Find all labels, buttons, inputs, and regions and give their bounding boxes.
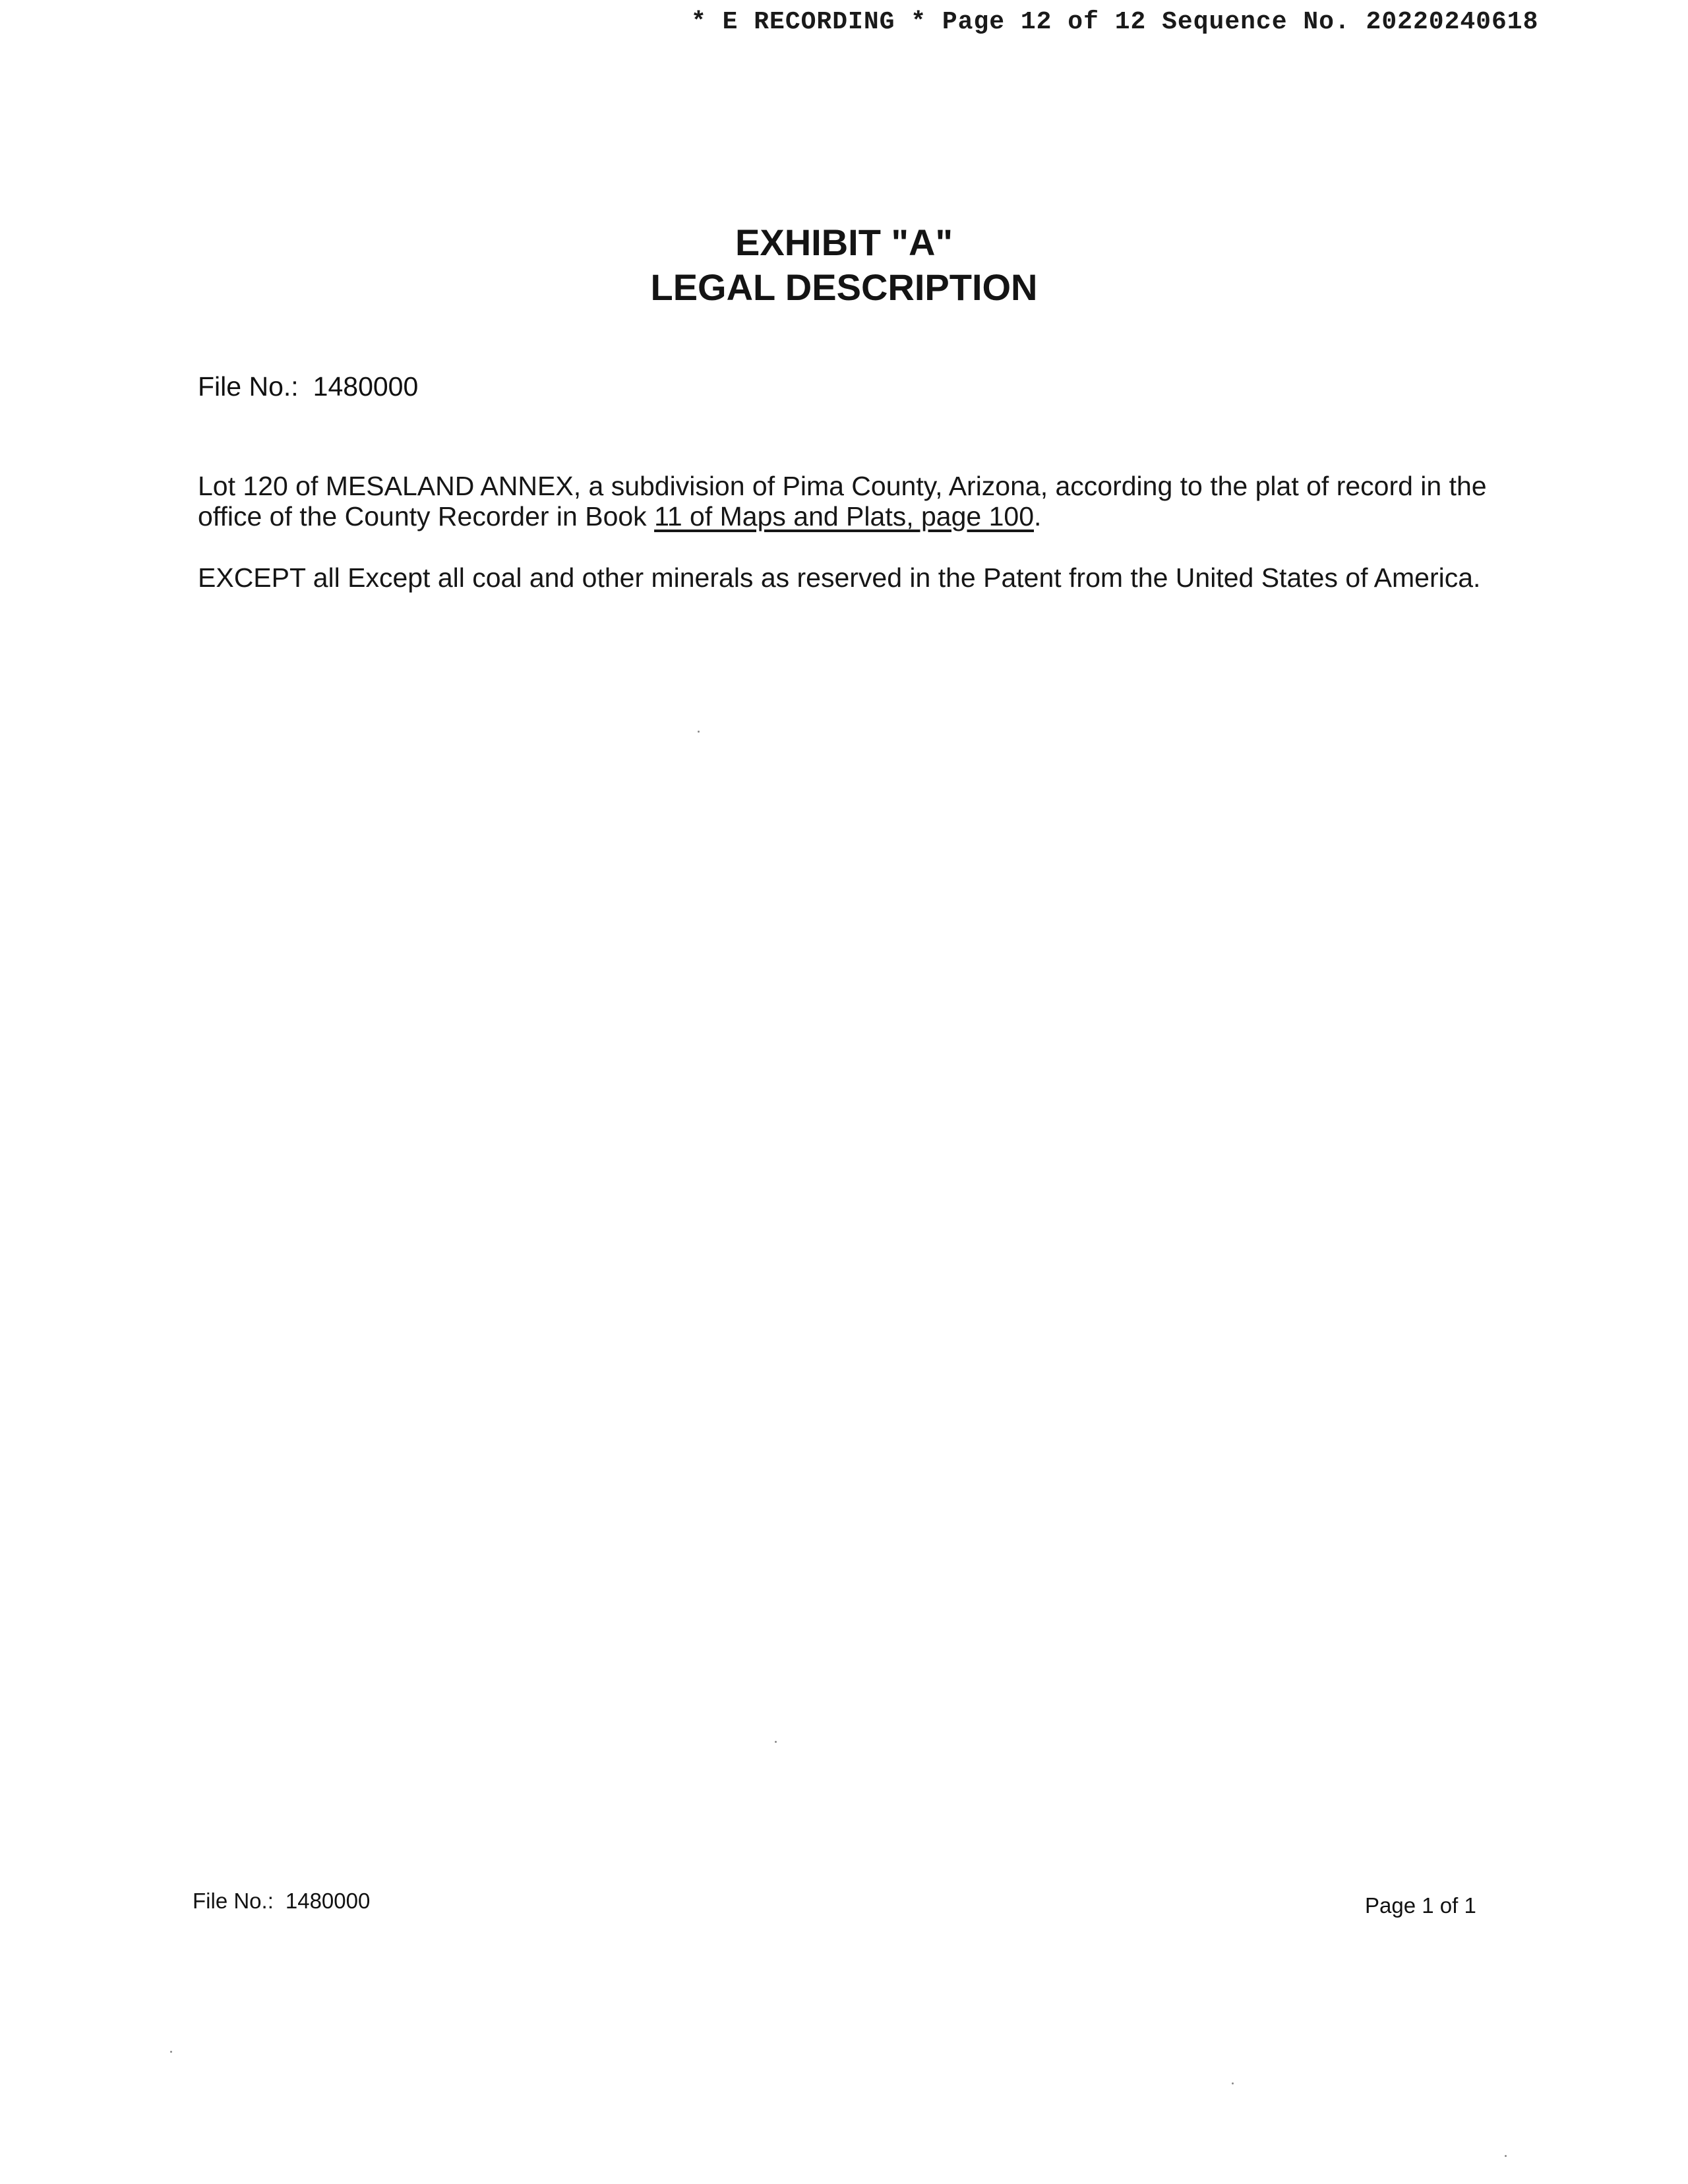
paragraph-end: . <box>1034 501 1042 531</box>
footer-file-label: File No.: <box>193 1889 274 1913</box>
plat-reference: 11 of Maps and Plats, page 100 <box>654 501 1034 531</box>
exhibit-heading <box>0 220 1688 310</box>
recording-stamp: * E RECORDING * Page 12 of 12 Sequence No. 20220240618 <box>691 8 1539 36</box>
scan-speck <box>775 1741 777 1743</box>
scan-speck <box>698 731 700 733</box>
legal-description-paragraph <box>198 471 1503 531</box>
scan-speck <box>1232 2082 1234 2084</box>
paragraph-text: Lot 120 of MESALAND ANNEX, a subdivision of Pima County, Arizona, according to the plat of record in the office of the County Recorder in Book <box>198 471 1487 531</box>
file-number-value: 1480000 <box>313 371 419 402</box>
exception-paragraph: EXCEPT all Except all coal and other minerals as reserved in the Patent from the United States of America. <box>198 562 1481 593</box>
exhibit-title: EXHIBIT "A" <box>735 222 953 263</box>
file-number-label: File No.: <box>198 371 299 402</box>
footer-page-number: Page 1 of 1 <box>1365 1893 1476 1918</box>
footer-file-number <box>193 1889 370 1914</box>
exhibit-subtitle: LEGAL DESCRIPTION <box>650 266 1038 308</box>
footer-file-value: 1480000 <box>285 1889 371 1913</box>
scan-speck <box>170 2051 172 2053</box>
scan-speck <box>1505 2155 1507 2157</box>
file-number <box>198 371 418 402</box>
